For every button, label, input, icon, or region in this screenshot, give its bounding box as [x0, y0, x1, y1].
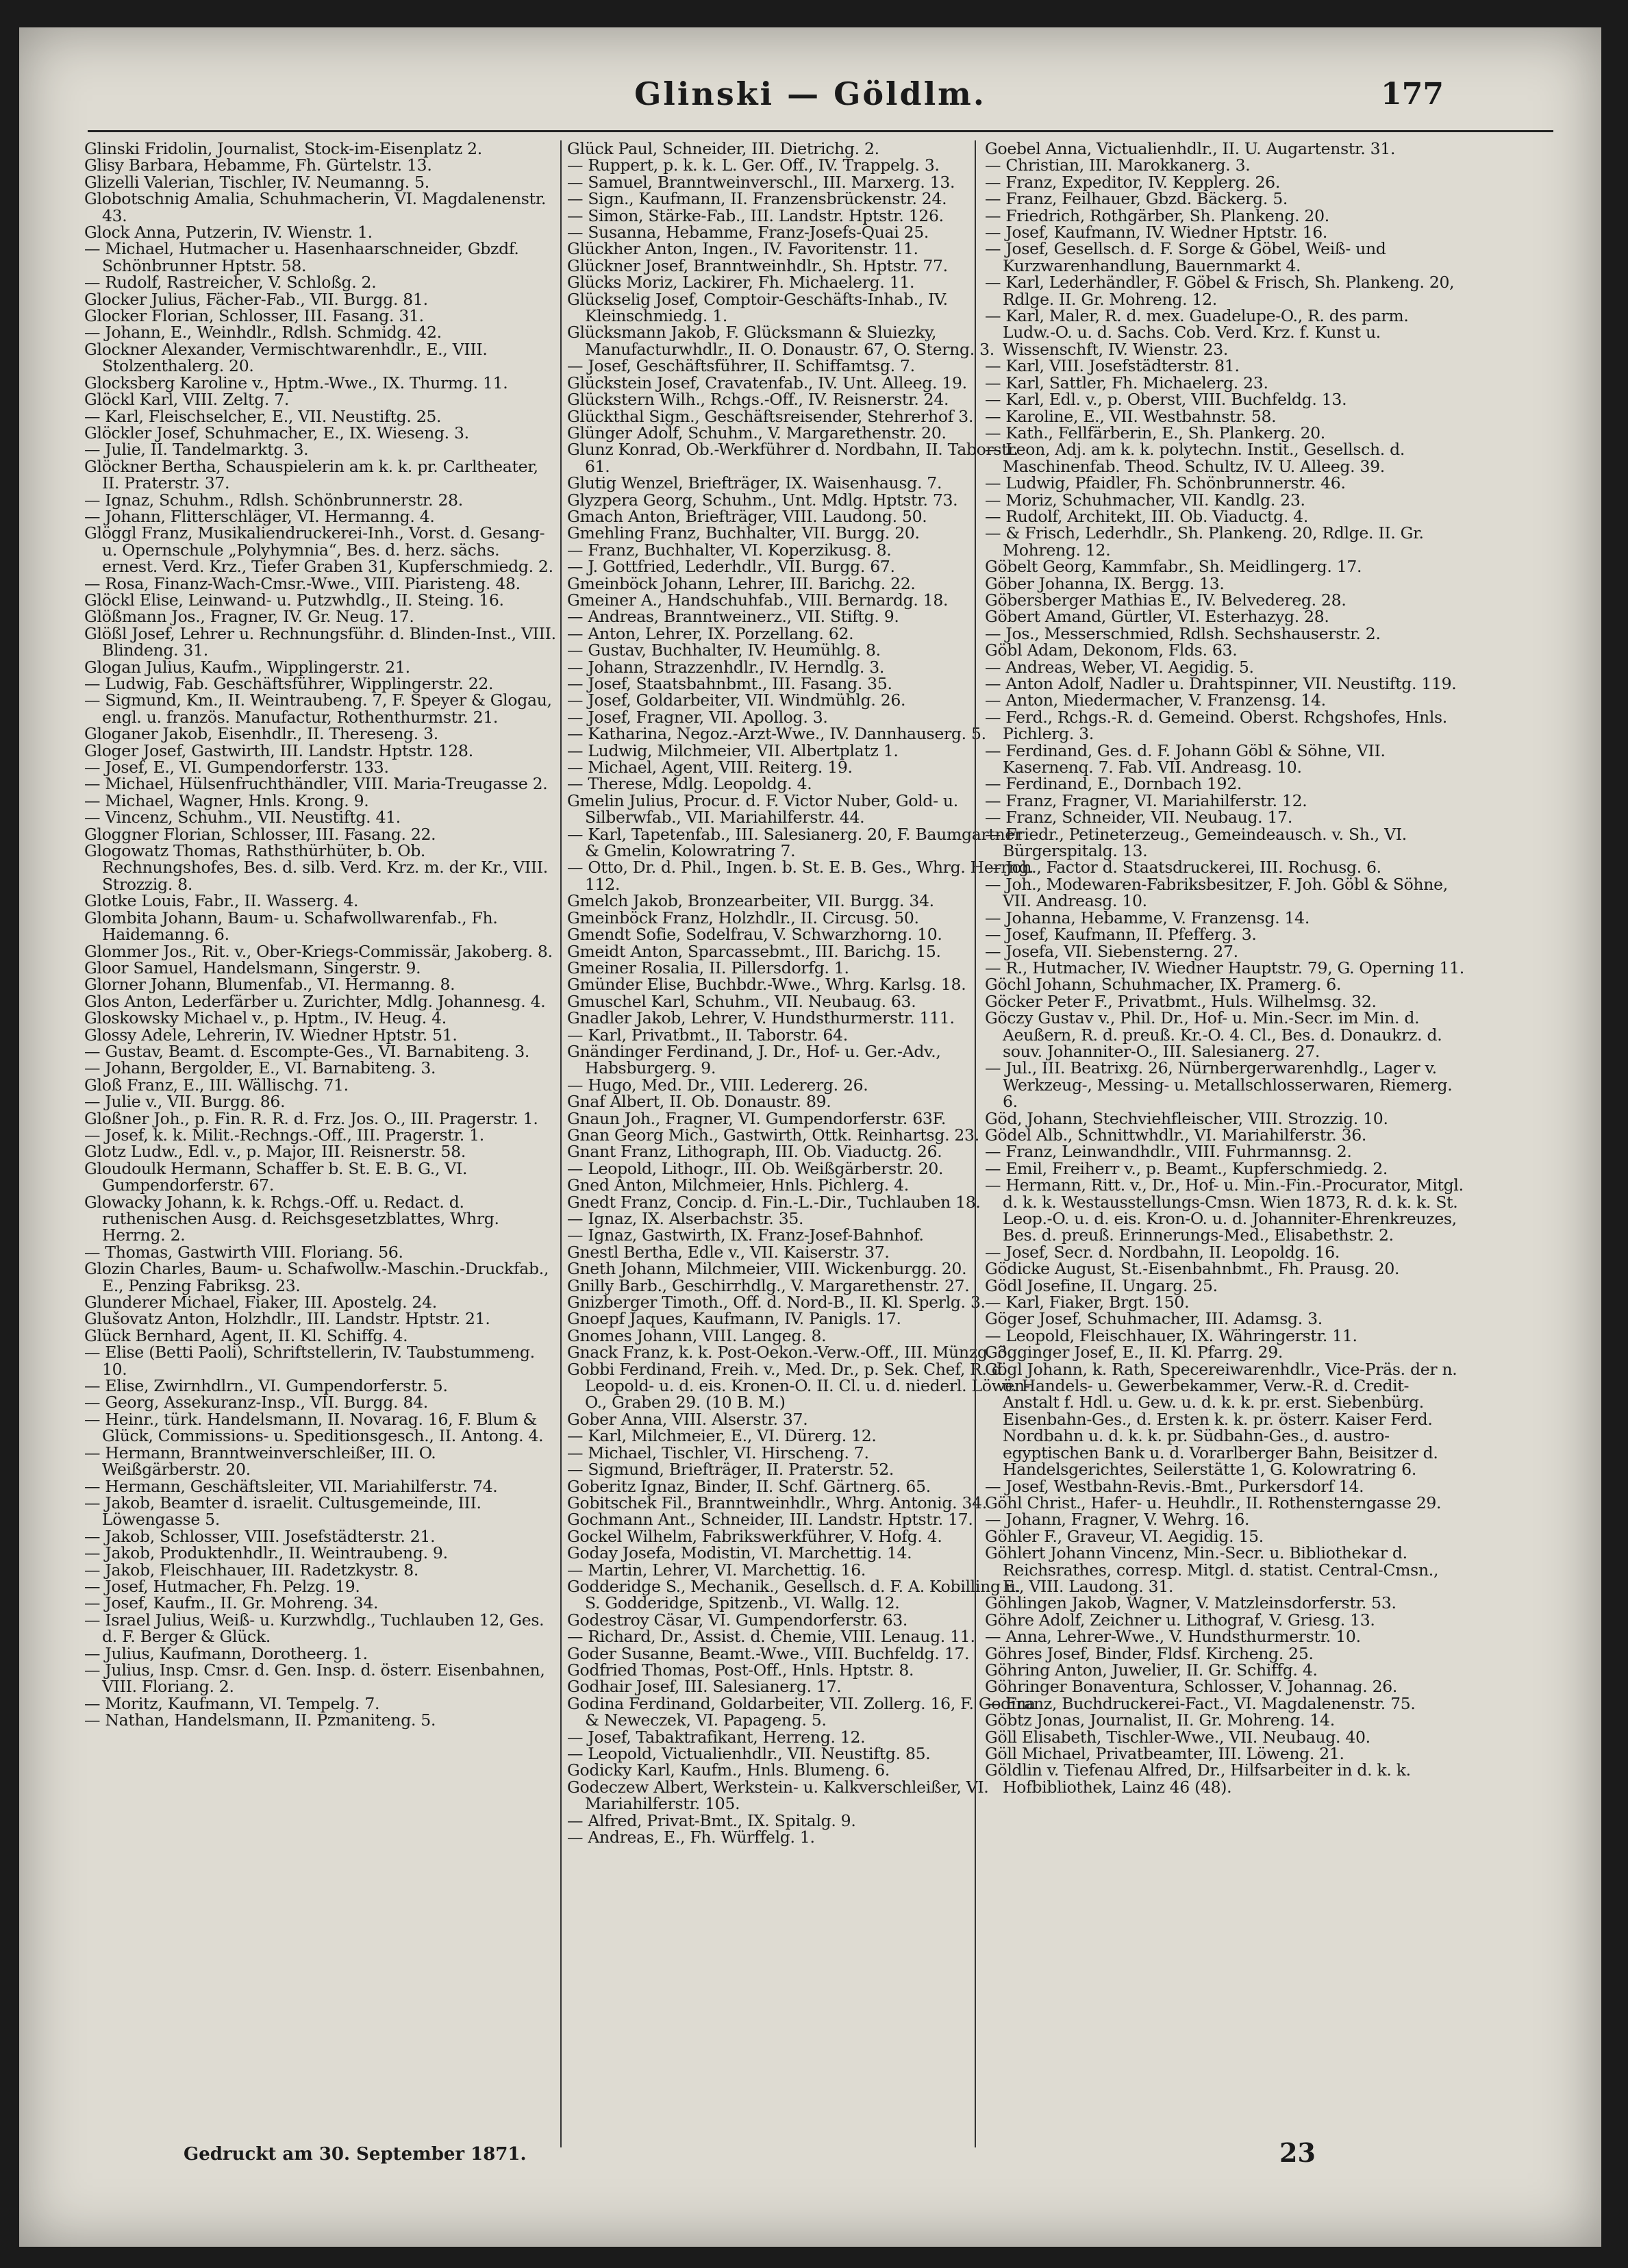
directory-entry: — Joh., Factor d. Staatsdruckerei, III. Rochusg. 6. [985, 858, 1381, 877]
directory-entry: Gödl Josefine, II. Ungarg. 25. [985, 1275, 1218, 1295]
directory-entry: Gnant Franz, Lithograph, III. Ob. Viaductg. 26. [567, 1142, 942, 1162]
directory-entry: Gödel Alb., Schnittwhdlr., VI. Mariahilferstr. 36. [985, 1125, 1367, 1145]
directory-entry: — Karl, Privatbmt., II. Taborstr. 64. [567, 1025, 848, 1045]
directory-entry: — Michael, Agent, VIII. Reiterg. 19. [567, 758, 853, 777]
directory-entry: Gloger Josef, Gastwirth, III. Landstr. Hptstr. 128. [84, 740, 473, 760]
directory-entry: Göhring Anton, Juwelier, II. Gr. Schiffg. 4. [985, 1660, 1318, 1680]
directory-entry: Gloßner Joh., p. Fin. R. R. d. Frz. Jos. O., III. Pragerstr. 1. [84, 1108, 538, 1128]
directory-entry: Gmeiner Rosalia, II. Pillersdorfg. 1. [567, 958, 849, 977]
directory-entry: — Franz, Buchdruckerei-Fact., VI. Magdalenenstr. 75. [985, 1693, 1416, 1713]
directory-entry: — Anton, Miedermacher, V. Franzensg. 14. [985, 690, 1326, 710]
directory-entry: Glutig Wenzel, Briefträger, IX. Waisenhausg. 7. [567, 473, 942, 493]
directory-entry: Gnaun Joh., Fragner, VI. Gumpendorferstr. 63F. [567, 1108, 947, 1128]
directory-entry: — Franz, Fragner, VI. Mariahilferstr. 12. [985, 790, 1307, 810]
directory-entry: — Josef, Kaufmann, IV. Wiedner Hptstr. 16. [985, 223, 1328, 242]
directory-entry: Göldlin v. Tiefenau Alfred, Dr., Hilfsarbeiter in d. k. k. Hofbibliothek, Lainz 46 (48). [985, 1760, 1411, 1797]
directory-entry: Göbtz Jonas, Journalist, II. Gr. Mohreng. 14. [985, 1710, 1335, 1730]
directory-entry: — Therese, Mdlg. Leopoldg. 4. [567, 774, 812, 794]
directory-entry: Göhlingen Jakob, Wagner, V. Matzleinsdorferstr. 53. [985, 1593, 1397, 1613]
directory-entry: Godhair Josef, III. Salesianerg. 17. [567, 1677, 842, 1697]
directory-entry: — Ignaz, Schuhm., Rdlsh. Schönbrunnerstr. 28. [84, 490, 463, 510]
directory-entry: Glotke Louis, Fabr., II. Wasserg. 4. [84, 891, 359, 911]
directory-entry: Glušovatz Anton, Holzhdlr., III. Landstr. Hptstr. 21. [84, 1309, 490, 1329]
directory-entry: Gmünder Elise, Buchbdr.-Wwe., Whrg. Karlsg. 18. [567, 975, 966, 995]
directory-entry: — Gustav, Buchhalter, IV. Heumühlg. 8. [567, 640, 881, 660]
directory-entry: — Franz, Buchhalter, VI. Koperzikusg. 8. [567, 540, 892, 560]
directory-entry: Glorner Johann, Blumenfab., VI. Hermanng. 8. [84, 975, 455, 995]
header-rule [88, 130, 1553, 132]
directory-entry: — Josef, Kaufm., II. Gr. Mohreng. 34. [84, 1593, 379, 1613]
directory-entry: — Josef, Goldarbeiter, VII. Windmühlg. 26. [567, 690, 906, 710]
directory-entry: — Karl, Lederhändler, F. Göbel & Frisch, Sh. Plankeng. 20, Rdlge. II. Gr. Mohreng. 12. [985, 273, 1455, 309]
directory-entry: Glückstern Wilh., Rchgs.-Off., IV. Reisnerstr. 24. [567, 390, 949, 410]
running-title: Glinski — Göldlm. [634, 75, 986, 112]
directory-entry: — Jos., Messerschmied, Rdlsh. Sechshauserstr. 2. [985, 623, 1381, 643]
directory-entry: — Hermann, Ritt. v., Dr., Hof- u. Min.-Fin.-Procurator, Mitgl. d. k. k. Westausstellungs-Cmsn. Wien 1873, R. d. k. k. St. Leop.-O. u. d. eis. Kron-O. u. d. Johanniter-Ehrenkreuzes, Bes. d. preuß. Erinnerungs-Med., Elisabethstr. 2. [985, 1175, 1464, 1245]
directory-entry: Glückher Anton, Ingen., IV. Favoritenstr. 11. [567, 239, 918, 259]
directory-entry: Gloggner Florian, Schlosser, III. Fasang. 22. [84, 824, 436, 844]
directory-entry: — Nathan, Handelsmann, II. Pzmaniteng. 5. [84, 1710, 436, 1730]
directory-entry: — Joh., Modewaren-Fabriksbesitzer, F. Joh. Göbl & Söhne, VII. Andreasg. 10. [985, 874, 1448, 911]
directory-entry: Glück Paul, Schneider, III. Dietrichg. 2. [567, 140, 879, 158]
directory-entry: Glockner Alexander, Vermischtwarenhdlr., E., VIII. Stolzenthalerg. 20. [84, 339, 488, 376]
page-number: 177 [1381, 77, 1444, 112]
directory-entry: Glöggl Franz, Musikaliendruckerei-Inh., Vorst. d. Gesang- u. Opernschule „Polyhymnia“, Bes. d. herz. sächs. ernest. Verd. Krz., Tiefer Graben 31, Kupferschmiedg. 2. [84, 523, 553, 577]
directory-entry: — Katharina, Negoz.-Arzt-Wwe., IV. Dannhauserg. 5. [567, 724, 986, 744]
directory-entry: — Michael, Hülsenfruchthändler, VIII. Maria-Treugasse 2. [84, 774, 548, 794]
directory-entry: — Franz, Feilhauer, Gbzd. Bäckerg. 5. [985, 189, 1288, 209]
directory-entry: — Ferd., Rchgs.-R. d. Gemeind. Oberst. Rchgshofes, Hnls. Pichlerg. 3. [985, 707, 1447, 744]
directory-entry: Glozin Charles, Baum- u. Schafwollw.-Maschin.-Druckfab., E., Penzing Fabriksg. 23. [84, 1259, 549, 1295]
directory-entry: Gnizberger Timoth., Off. d. Nord-B., II. Kl. Sperlg. 3. [567, 1293, 986, 1312]
directory-entry: — Elise, Zwirnhdlrn., VI. Gumpendorferstr. 5. [84, 1376, 448, 1396]
directory-entry: Göll Elisabeth, Tischler-Wwe., VII. Neubaug. 40. [985, 1727, 1370, 1747]
directory-entry: — Sigmund, Briefträger, II. Praterstr. 52. [567, 1460, 894, 1480]
directory-entry: Glunz Konrad, Ob.-Werkführer d. Nordbahn, II. Taborstr. 61. [567, 440, 1018, 476]
directory-entry: — Sign., Kaufmann, II. Franzensbrückenstr. 24. [567, 189, 947, 209]
directory-entry: — Heinr., türk. Handelsmann, II. Novarag. 16, F. Blum & Glück, Commissions- u. Speditionsgesch., II. Antong. 4. [84, 1409, 544, 1446]
directory-entry: — Karl, Sattler, Fh. Michaelerg. 23. [985, 373, 1268, 392]
directory-entry: — Johann, Bergolder, E., VI. Barnabiteng. 3. [84, 1058, 436, 1078]
directory-entry: — Franz, Expeditor, IV. Kepplerg. 26. [985, 172, 1280, 192]
directory-entry: Göhlert Johann Vincenz, Min.-Secr. u. Bibliothekar d. Reichsrathes, corresp. Mitgl. d. statist. Central-Cmsn., E., VIII. Laudong. 31. [985, 1543, 1439, 1596]
directory-entry: Godeczew Albert, Werkstein- u. Kalkverschleißer, VI. Mariahilferstr. 105. [567, 1777, 989, 1814]
directory-entry: Göber Johanna, IX. Bergg. 13. [985, 573, 1225, 593]
directory-entry: Gmach Anton, Briefträger, VIII. Laudong. 50. [567, 506, 927, 526]
directory-entry: Glizelli Valerian, Tischler, IV. Neumanng. 5. [84, 172, 429, 192]
directory-entry: Glünger Adolf, Schuhm., V. Margarethenstr. 20. [567, 423, 947, 443]
directory-entry: Glücksmann Jakob, F. Glücksmann & Sluiezky, Manufacturwhdlr., II. O. Donaustr. 67, O. Sterng. 3. [567, 323, 994, 359]
directory-entry: — Karl, Fiaker, Brgt. 150. [985, 1293, 1190, 1312]
directory-entry: Gmelch Jakob, Bronzearbeiter, VII. Burgg. 34. [567, 891, 934, 911]
directory-entry: — Ruppert, p. k. k. L. Ger. Off., IV. Trappelg. 3. [567, 155, 940, 175]
directory-entry: — Friedrich, Rothgärber, Sh. Plankeng. 20. [985, 205, 1329, 225]
directory-entry: — Josef, Geschäftsführer, II. Schiffamtsg. 7. [567, 356, 915, 376]
directory-entry: Göczy Gustav v., Phil. Dr., Hof- u. Min.-Secr. im Min. d. Aeußern, R. d. preuß. Kr.-O. 4. Cl., Bes. d. Donaukrz. d. souv. Johanniter-O., III. Salesianerg. 27. [985, 1008, 1442, 1061]
directory-entry: Glisy Barbara, Hebamme, Fh. Gürtelstr. 13. [84, 155, 432, 175]
directory-entry: Glock Anna, Putzerin, IV. Wienstr. 1. [84, 223, 373, 242]
directory-entry: Göger Josef, Schuhmacher, III. Adamsg. 3. [985, 1309, 1323, 1329]
directory-entry: — Michael, Tischler, VI. Hirscheng. 7. [567, 1443, 869, 1462]
directory-entry: — Anton, Lehrer, IX. Porzellang. 62. [567, 623, 854, 643]
directory-entry: Gnestl Bertha, Edle v., VII. Kaiserstr. 37. [567, 1242, 890, 1262]
directory-entry: Gnedt Franz, Concip. d. Fin.-L.-Dir., Tuchlauben 18. [567, 1192, 981, 1212]
directory-entry: — Josef, E., VI. Gumpendorferstr. 133. [84, 758, 389, 777]
directory-entry: — Otto, Dr. d. Phil., Ingen. b. St. E. B. Ges., Whrg. Herrng. 112. [567, 858, 1034, 894]
directory-entry: — Alfred, Privat-Bmt., IX. Spitalg. 9. [567, 1810, 856, 1830]
directory-entry: — Emil, Freiherr v., p. Beamt., Kupferschmiedg. 2. [985, 1158, 1388, 1178]
directory-entry: — Gustav, Beamt. d. Escompte-Ges., VI. Barnabiteng. 3. [84, 1041, 530, 1061]
directory-entry: — Josef, Secr. d. Nordbahn, II. Leopoldg. 16. [985, 1242, 1340, 1262]
directory-entry: — Michael, Hutmacher u. Hasenhaarschneider, Gbzdf. Schönbrunner Hptstr. 58. [84, 239, 519, 275]
directory-entry: — Franz, Leinwandhdlr., VIII. Fuhrmannsg. 2. [985, 1142, 1352, 1162]
directory-entry: Goberitz Ignaz, Binder, II. Schf. Gärtnerg. 65. [567, 1476, 931, 1496]
directory-entry: — Vincenz, Schuhm., VII. Neustiftg. 41. [84, 808, 401, 827]
directory-entry: Glückstein Josef, Cravatenfab., IV. Unt. Alleeg. 19. [567, 373, 967, 392]
directory-entry: — Jakob, Beamter d. israelit. Cultusgemeinde, III. Löwengasse 5. [84, 1493, 481, 1530]
directory-entry: — Christian, III. Marokkanerg. 3. [985, 155, 1251, 175]
directory-entry: Godestroy Cäsar, VI. Gumpendorferstr. 63. [567, 1610, 908, 1630]
directory-entry: Göhler F., Graveur, VI. Aegidig. 15. [985, 1526, 1264, 1546]
directory-entry: Glos Anton, Lederfärber u. Zurichter, Mdlg. Johannesg. 4. [84, 991, 546, 1011]
directory-entry: — Rudolf, Rastreicher, V. Schloßg. 2. [84, 273, 377, 292]
directory-entry: — Karl, VIII. Josefstädterstr. 81. [985, 356, 1240, 376]
directory-entry: — Friedr., Petineterzeug., Gemeindeausch. v. Sh., VI. Bürgerspitalg. 13. [985, 824, 1407, 861]
directory-entry: Gneth Johann, Milchmeier, VIII. Wickenburgg. 20. [567, 1259, 967, 1279]
directory-page [19, 27, 1601, 2247]
directory-entry: Glößl Josef, Lehrer u. Rechnungsführ. d. Blinden-Inst., VIII. Blindeng. 31. [84, 623, 556, 660]
directory-entry: Glogan Julius, Kaufm., Wipplingerstr. 21. [84, 657, 410, 677]
directory-entry: Glückner Josef, Branntweinhdlr., Sh. Hptstr. 77. [567, 256, 948, 275]
column-2 [567, 140, 1040, 2147]
directory-entry: Gnoepf Jaques, Kaufmann, IV. Panigls. 17. [567, 1309, 901, 1329]
directory-entry: Godderidge S., Mechanik., Gesellsch. d. F. A. Kobilling u. S. Godderidge, Spitzenb., VI. Wallg. 12. [567, 1576, 1020, 1613]
directory-entry: — Hermann, Branntweinverschleißer, III. O. Weißgärberstr. 20. [84, 1443, 436, 1480]
directory-entry: Göd, Johann, Stechviehfleischer, VIII. Strozzig. 10. [985, 1108, 1388, 1128]
page-header [19, 62, 1601, 130]
directory-entry: Göhl Christ., Hafer- u. Heuhdlr., II. Rothensterngasse 29. [985, 1493, 1442, 1512]
directory-entry: Glogowatz Thomas, Rathsthürhüter, b. Ob. Rechnungshofes, Bes. d. silb. Verd. Krz. m. der Kr., VIII. Strozzig. 8. [84, 841, 548, 894]
directory-entry: Gnaf Albert, II. Ob. Donaustr. 89. [567, 1092, 831, 1112]
directory-entry: — Franz, Schneider, VII. Neubaug. 17. [985, 808, 1292, 827]
directory-entry: — Karoline, E., VII. Westbahnstr. 58. [985, 406, 1277, 426]
directory-entry: — Leopold, Lithogr., III. Ob. Weißgärberstr. 20. [567, 1158, 944, 1178]
directory-entry: Glöckler Josef, Schuhmacher, E., IX. Wieseng. 3. [84, 423, 469, 443]
directory-entry: Globotschnig Amalia, Schuhmacherin, VI. Magdalenenstr. 43. [84, 189, 547, 225]
directory-entry: Godicky Karl, Kaufm., Hnls. Blumeng. 6. [567, 1760, 890, 1780]
directory-entry: Göbl Adam, Dekonom, Flds. 63. [985, 640, 1238, 660]
directory-entry: Glommer Jos., Rit. v., Ober-Kriegs-Commissär, Jakoberg. 8. [84, 941, 553, 961]
directory-entry: — Andreas, Branntweinerz., VII. Stiftg. 9. [567, 607, 899, 627]
directory-entry: Gnilly Barb., Geschirrhdlg., V. Margarethenstr. 27. [567, 1275, 970, 1295]
directory-entry: — Ferdinand, E., Dornbach 192. [985, 774, 1242, 794]
directory-entry: Gödicke August, St.-Eisenbahnbmt., Fh. Prausg. 20. [985, 1259, 1400, 1279]
directory-entry: — Karl, Maler, R. d. mex. Guadelupe-O., R. des parm. Ludw.-O. u. d. Sachs. Cob. Verd. Krz. f. Kunst u. Wissenschft, IV. Wienstr. 23. [985, 306, 1409, 359]
directory-entry: — Moriz, Schuhmacher, VII. Kandlg. 23. [985, 490, 1305, 510]
directory-entry: Göbersberger Mathias E., IV. Belvedereg. 28. [985, 590, 1347, 610]
directory-entry: Glombita Johann, Baum- u. Schafwollwarenfab., Fh. Haidemanng. 6. [84, 908, 498, 945]
directory-entry: — Johann, Strazzenhdlr., IV. Herndlg. 3. [567, 657, 885, 677]
directory-entry: — Leopold, Fleischhauer, IX. Währingerstr. 11. [985, 1325, 1357, 1345]
directory-entry: Gloganer Jakob, Eisenhdlr., II. Thereseng. 3. [84, 724, 438, 744]
directory-entry: — Leopold, Victualienhdlr., VII. Neustiftg. 85. [567, 1744, 931, 1763]
directory-entry: — Hermann, Geschäftsleiter, VII. Mariahilferstr. 74. [84, 1476, 498, 1496]
directory-entry: — Johann, Flitterschläger, VI. Hermanng. 4. [84, 506, 435, 526]
directory-entry: Glück Bernhard, Agent, II. Kl. Schiffg. 4. [84, 1325, 408, 1345]
directory-entry: — Julius, Insp. Cmsr. d. Gen. Insp. d. österr. Eisenbahnen, VIII. Floriang. 2. [84, 1660, 545, 1697]
directory-entry: — Richard, Dr., Assist. d. Chemie, VIII. Lenaug. 11. [567, 1627, 975, 1647]
directory-entry: Glocker Florian, Schlosser, III. Fasang. 31. [84, 306, 424, 326]
directory-entry: — Anton Adolf, Nadler u. Drahtspinner, VII. Neustiftg. 119. [985, 674, 1457, 693]
directory-entry: Göbert Amand, Gürtler, VI. Esterhazyg. 28. [985, 607, 1329, 627]
directory-entry: Gmeinböck Johann, Lehrer, III. Barichg. 22. [567, 573, 916, 593]
sheet-number: 23 [1279, 2137, 1316, 2168]
directory-entry: Göbelt Georg, Kammfabr., Sh. Meidlingerg. 17. [985, 557, 1362, 577]
directory-entry: Glunderer Michael, Fiaker, III. Apostelg. 24. [84, 1293, 437, 1312]
directory-entry: — Rosa, Finanz-Wach-Cmsr.-Wwe., VIII. Piaristeng. 48. [84, 573, 521, 593]
directory-entry: — Thomas, Gastwirth VIII. Floriang. 56. [84, 1242, 403, 1262]
directory-entry: Gnack Franz, k. k. Post-Oekon.-Verw.-Off., III. Münzg. 3. [567, 1343, 1012, 1362]
directory-entry: Glößmann Jos., Fragner, IV. Gr. Neug. 17. [84, 607, 414, 627]
directory-entry: — Andreas, E., Fh. Würffelg. 1. [567, 1828, 815, 1847]
directory-entry: Göhringer Bonaventura, Schlosser, V. Johannag. 26. [985, 1677, 1398, 1697]
directory-entry: Göchl Johann, Schuhmacher, IX. Pramerg. 6. [985, 975, 1342, 995]
directory-entry: Glocksberg Karoline v., Hptm.-Wwe., IX. Thurmg. 11. [84, 373, 508, 392]
directory-entry: Gmeinböck Franz, Holzhdlr., II. Circusg. 50. [567, 908, 919, 927]
directory-entry: Göll Michael, Privatbeamter, III. Löweng. 21. [985, 1744, 1344, 1763]
directory-entry: — Josef, Hutmacher, Fh. Pelzg. 19. [84, 1576, 360, 1596]
directory-entry: Gmendt Sofie, Sodelfrau, V. Schwarzhorng. 10. [567, 925, 942, 945]
directory-entry: — Julius, Kaufmann, Dorotheerg. 1. [84, 1643, 368, 1663]
column-3 [985, 140, 1464, 2147]
directory-entry: — Johann, Fragner, V. Wehrg. 16. [985, 1510, 1250, 1530]
directory-entry: — Georg, Assekuranz-Insp., VII. Burgg. 84. [84, 1393, 428, 1412]
directory-entry: Gloudoulk Hermann, Schaffer b. St. E. B. G., VI. Gumpendorferstr. 67. [84, 1158, 468, 1195]
directory-entry: — Ludwig, Pfaidler, Fh. Schönbrunnerstr. 46. [985, 473, 1346, 493]
directory-entry: Gned Anton, Milchmeier, Hnls. Pichlerg. 4. [567, 1175, 909, 1195]
directory-entry: — Israel Julius, Weiß- u. Kurzwhdlg., Tuchlauben 12, Ges. d. F. Berger & Glück. [84, 1610, 544, 1647]
directory-entry: — Josefa, VII. Siebensterng. 27. [985, 941, 1238, 961]
directory-entry: Gnadler Jakob, Lehrer, V. Hundsthurmerstr. 111. [567, 1008, 955, 1028]
directory-entry: — Samuel, Branntweinverschl., III. Marxerg. 13. [567, 172, 955, 192]
directory-entry: Gobitschek Fil., Branntweinhdlr., Whrg. Antonig. 34. [567, 1493, 987, 1512]
directory-entry: — Johanna, Hebamme, V. Franzensg. 14. [985, 908, 1310, 927]
directory-entry: — Kath., Fellfärberin, E., Sh. Plankerg. 20. [985, 423, 1325, 443]
directory-entry: Glinski Fridolin, Journalist, Stock-im-Eisenplatz 2. [84, 140, 482, 158]
directory-entry: — R., Hutmacher, IV. Wiedner Hauptstr. 79, G. Operning 11. [985, 958, 1464, 977]
directory-entry: — Elise (Betti Paoli), Schriftstellerin, IV. Taubstummeng. 10. [84, 1343, 535, 1379]
directory-entry: Glyzpera Georg, Schuhm., Unt. Mdlg. Hptstr. 73. [567, 490, 958, 510]
directory-entry: — Julie, II. Tandelmarktg. 3. [84, 440, 309, 460]
directory-entry: — Josef, Staatsbahnbmt., III. Fasang. 35. [567, 674, 892, 693]
directory-entry: — Leon, Adj. am k. k. polytechn. Instit., Gesellsch. d. Maschinenfab. Theod. Schultz, IV. U. Alleeg. 39. [985, 440, 1405, 476]
directory-entry: — Martin, Lehrer, VI. Marchettig. 16. [567, 1560, 866, 1580]
directory-entry: — Karl, Tapetenfab., III. Salesianerg. 20, F. Baumgartner & Gmelin, Kolowratring 7. [567, 824, 1022, 861]
directory-entry: Gögginger Josef, E., II. Kl. Pfarrg. 29. [985, 1343, 1283, 1362]
directory-entry: — & Frisch, Lederhdlr., Sh. Plankeng. 20, Rdlge. II. Gr. Mohreng. 12. [985, 523, 1424, 560]
directory-entry: Goday Josefa, Modistin, VI. Marchettig. 14. [567, 1543, 912, 1563]
directory-entry: — Jakob, Produktenhdlr., II. Weintraubeng. 9. [84, 1543, 448, 1563]
directory-entry: — Josef, Kaufmann, II. Pfefferg. 3. [985, 925, 1257, 945]
directory-entry: Glocker Julius, Fächer-Fab., VII. Burgg. 81. [84, 289, 428, 309]
directory-entry: Gobbi Ferdinand, Freih. v., Med. Dr., p. Sek. Chef, R. d. Leopold- u. d. eis. Kronen-O. II. Cl. u. d. niederl. Löwen-O., Graben 29. (10 B. M.) [567, 1359, 1030, 1412]
directory-entry: — Karl, Milchmeier, E., VI. Dürerg. 12. [567, 1426, 877, 1446]
directory-entry: Glowacky Johann, k. k. Rchgs.-Off. u. Redact. d. ruthenischen Ausg. d. Reichsgesetzblattes, Whrg. Herrng. 2. [84, 1192, 499, 1245]
directory-entry: — Simon, Stärke-Fab., III. Landstr. Hptstr. 126. [567, 205, 944, 225]
directory-entry: Gober Anna, VIII. Alserstr. 37. [567, 1409, 808, 1429]
directory-entry: — Josef, k. k. Milit.-Rechngs.-Off., III. Pragerstr. 1. [84, 1125, 484, 1145]
directory-entry: Gögl Johann, k. Rath, Specereiwarenhdlr., Vice-Präs. der n. ö. Handels- u. Gewerbekammer, Verw.-R. d. Credit-Anstalt f. Hdl. u. Gew. u. d. k. k. pr. erst. Siebenbürg. Eisenbahn-Ges., d. Ersten k. k. pr. österr. Kaiser Ferd. Nordbahn u. d. k. k. pr. Südbahn-Ges., d. austro-egyptischen Bank u. d. Vorarlberger Bahn, Beisitzer d. Handelsgerichtes, Seilerstätte 1, G. Kolowratring 6. [985, 1359, 1457, 1480]
directory-entry: Glotz Ludw., Edl. v., p. Major, III. Reisnerstr. 58. [84, 1142, 466, 1162]
directory-entry: Göhres Josef, Binder, Fldsf. Kircheng. 25. [985, 1643, 1314, 1663]
directory-entry: Gnomes Johann, VIII. Langeg. 8. [567, 1325, 827, 1345]
directory-entry: — Jakob, Fleischhauer, III. Radetzkystr. 8. [84, 1560, 419, 1580]
directory-entry: Glücks Moriz, Lackirer, Fh. Michaelerg. 11. [567, 273, 915, 292]
directory-entry: — Ferdinand, Ges. d. F. Johann Göbl & Söhne, VII. Kasernenq. 7. Fab. VII. Andreasg. 10. [985, 740, 1386, 777]
directory-entry: — Karl, Fleischselcher, E., VII. Neustiftg. 25. [84, 406, 442, 426]
directory-entry: Glückselig Josef, Comptoir-Geschäfts-Inhab., IV. Kleinschmiedg. 1. [567, 289, 948, 326]
directory-entry: — Josef, Fragner, VII. Apollog. 3. [567, 707, 828, 727]
directory-entry: Gochmann Ant., Schneider, III. Landstr. Hptstr. 17. [567, 1510, 973, 1530]
column-1 [84, 140, 557, 2147]
directory-entry: Gloß Franz, E., III. Wällischg. 71. [84, 1075, 349, 1095]
directory-entry: — Susanna, Hebamme, Franz-Josefs-Quai 25. [567, 223, 929, 242]
column-divider [560, 140, 562, 2147]
directory-entry: Goebel Anna, Victualienhdlr., II. U. Augartenstr. 31. [985, 140, 1396, 158]
directory-entry: — Ignaz, IX. Alserbachstr. 35. [567, 1209, 804, 1228]
directory-entry: Gloskowsky Michael v., p. Hptm., IV. Heug. 4. [84, 1008, 447, 1028]
directory-entry: — Moritz, Kaufmann, VI. Tempelg. 7. [84, 1693, 380, 1713]
directory-entry: Gmeiner A., Handschuhfab., VIII. Bernardg. 18. [567, 590, 949, 610]
directory-entry: — Rudolf, Architekt, III. Ob. Viaductg. 4. [985, 506, 1309, 526]
directory-entry: — Jul., III. Beatrixg. 26, Nürnbergerwarenhdlg., Lager v. Werkzeug-, Messing- u. Metallschlosserwaren, Riemerg. 6. [985, 1058, 1453, 1112]
directory-entry: — Hugo, Med. Dr., VIII. Ledererg. 26. [567, 1075, 868, 1095]
directory-entry: Gloor Samuel, Handelsmann, Singerstr. 9. [84, 958, 421, 977]
directory-entry: — Julie v., VII. Burgg. 86. [84, 1092, 286, 1112]
directory-entry: Glöckl Karl, VIII. Zeltg. 7. [84, 390, 290, 410]
directory-entry: Gmelin Julius, Procur. d. F. Victor Nuber, Gold- u. Silberwfab., VII. Mariahilferstr. 44. [567, 790, 958, 827]
directory-entry: — J. Gottfried, Lederhdlr., VII. Burgg. 67. [567, 557, 895, 577]
directory-entry: — Josef, Gesellsch. d. F. Sorge & Göbel, Weiß- und Kurzwarenhandlung, Bauernmarkt 4. [985, 239, 1386, 275]
directory-entry: — Anna, Lehrer-Wwe., V. Hundsthurmerstr. 10. [985, 1627, 1361, 1647]
directory-entry: — Ignaz, Gastwirth, IX. Franz-Josef-Bahnhof. [567, 1225, 924, 1245]
directory-entry: Gmuschel Karl, Schuhm., VII. Neubaug. 63. [567, 991, 916, 1011]
directory-entry: — Ludwig, Fab. Geschäftsführer, Wipplingerstr. 22. [84, 674, 494, 693]
directory-entry: Gockel Wilhelm, Fabrikswerkführer, V. Hofg. 4. [567, 1526, 942, 1546]
directory-entry: Goder Susanne, Beamt.-Wwe., VIII. Buchfeldg. 17. [567, 1643, 970, 1663]
directory-entry: Gmeidt Anton, Sparcassebmt., III. Barichg. 15. [567, 941, 941, 961]
column-divider [975, 140, 976, 2147]
directory-entry: — Jakob, Schlosser, VIII. Josefstädterstr. 21. [84, 1526, 436, 1546]
directory-entry: — Michael, Wagner, Hnls. Krong. 9. [84, 790, 369, 810]
directory-entry: Glöckl Elise, Leinwand- u. Putzwhdlg., II. Steing. 16. [84, 590, 504, 610]
directory-entry: — Andreas, Weber, VI. Aegidig. 5. [985, 657, 1254, 677]
directory-entry: Glossy Adele, Lehrerin, IV. Wiedner Hptstr. 51. [84, 1025, 458, 1045]
directory-entry: Gnan Georg Mich., Gastwirth, Ottk. Reinhartsg. 23. [567, 1125, 979, 1145]
directory-entry: Godfried Thomas, Post-Off., Hnls. Hptstr. 8. [567, 1660, 914, 1680]
directory-entry: Glöckner Bertha, Schauspielerin am k. k. pr. Carltheater, II. Praterstr. 37. [84, 456, 538, 493]
directory-entry: — Johann, E., Weinhdlr., Rdlsh. Schmidg. 42. [84, 323, 442, 342]
directory-entry: — Ludwig, Milchmeier, VII. Albertplatz 1. [567, 740, 899, 760]
directory-entry: Gmehling Franz, Buchhalter, VII. Burgg. 20. [567, 523, 920, 543]
directory-entry: Godina Ferdinand, Goldarbeiter, VII. Zollerg. 16, F. Godina & Neweczek, VI. Papageng. 5. [567, 1693, 1036, 1730]
print-date: Gedruckt am 30. September 1871. [184, 2144, 527, 2165]
directory-entry: Gnändinger Ferdinand, J. Dr., Hof- u. Ger.-Adv., Habsburgerg. 9. [567, 1041, 941, 1078]
directory-entry: Göcker Peter F., Privatbmt., Huls. Wilhelmsg. 32. [985, 991, 1377, 1011]
directory-entry: — Josef, Tabaktrafikant, Herreng. 12. [567, 1727, 866, 1747]
directory-entry: Glückthal Sigm., Geschäftsreisender, Stehrerhof 3. [567, 406, 974, 426]
directory-entry: — Sigmund, Km., II. Weintraubeng. 7, F. Speyer & Glogau, engl. u. französ. Manufactur, Rothenthurmstr. 21. [84, 690, 552, 727]
directory-entry: — Josef, Westbahn-Revis.-Bmt., Purkersdorf 14. [985, 1476, 1364, 1496]
directory-entry: — Karl, Edl. v., p. Oberst, VIII. Buchfeldg. 13. [985, 390, 1347, 410]
directory-entry: Göhre Adolf, Zeichner u. Lithograf, V. Griesg. 13. [985, 1610, 1375, 1630]
